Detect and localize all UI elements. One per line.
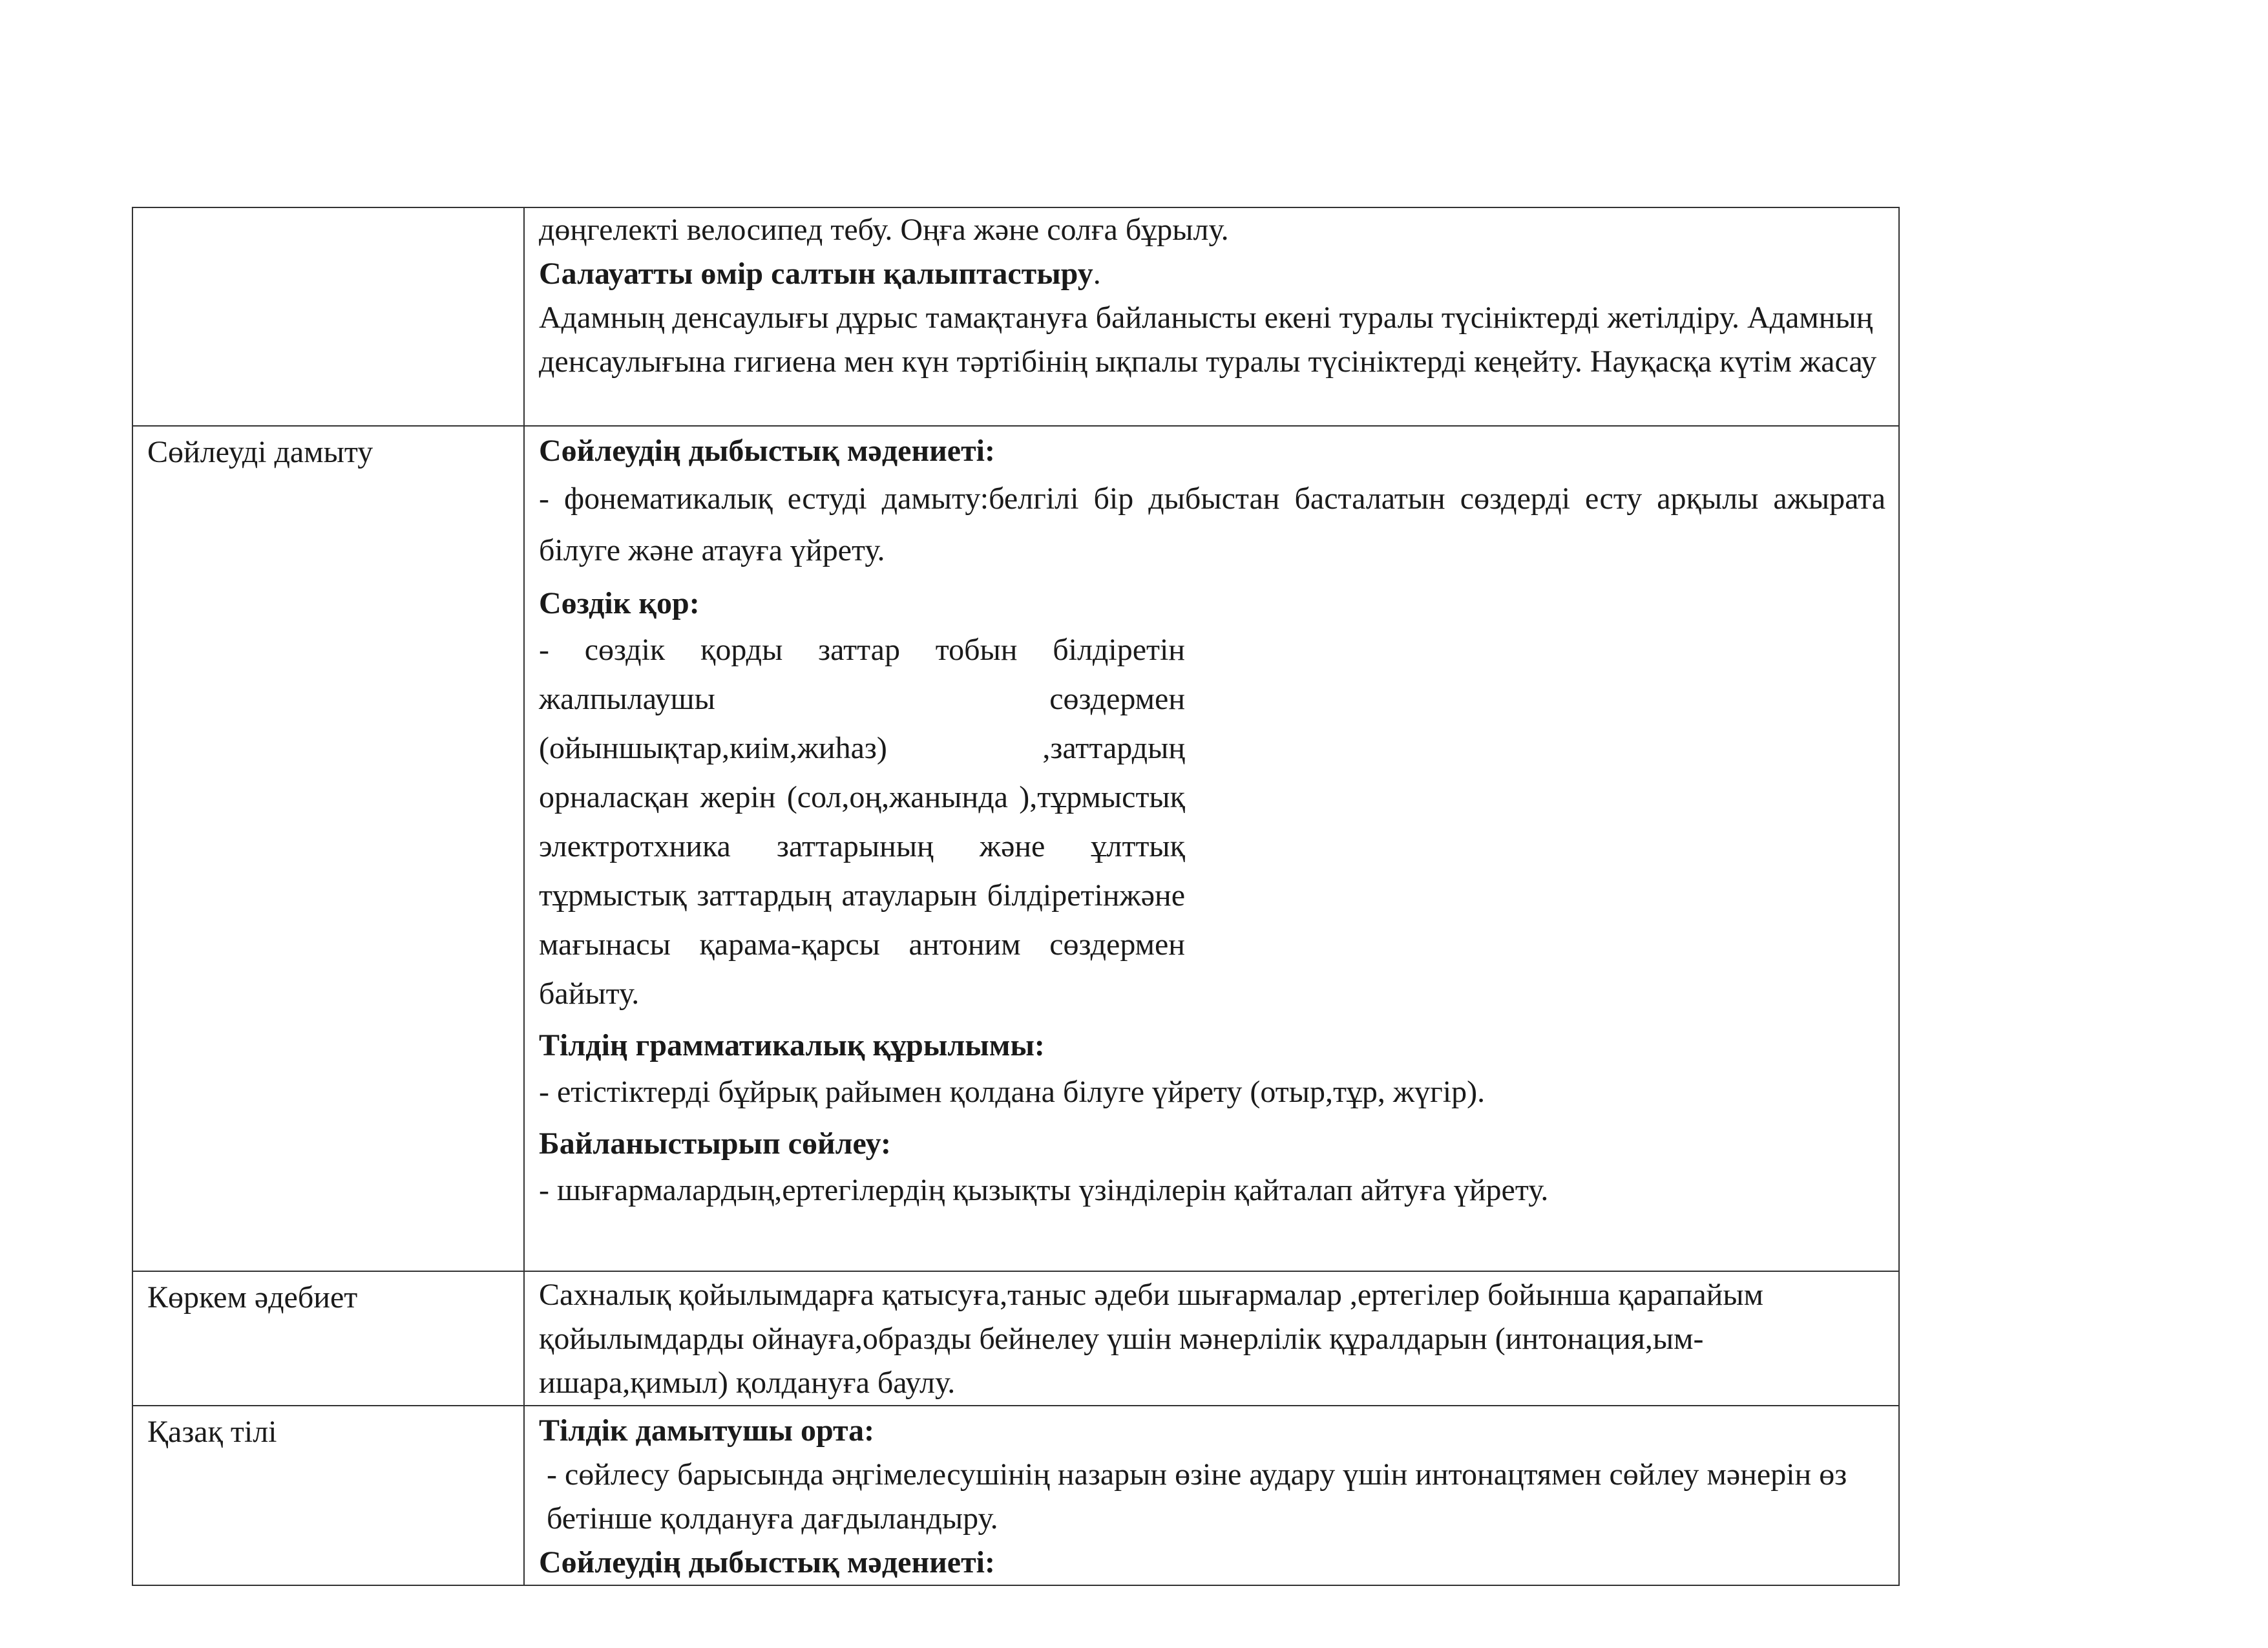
section-heading: Сөздік қор: <box>539 586 700 620</box>
content-paragraph: - сөздік қорды заттар тобын білдіретін жалпылаушы сөздермен (ойыншықтар,киім,жиһаз) ,заттардың орналасқан жерін (сол,оң,жанында ),тұрмыстық электротхника заттарының және ұлттық тұрмыстық заттардың атауларын білдіретінжәне мағынасы қарама-қарсы антоним сөздермен байыту. <box>539 633 1185 1011</box>
section-heading: Тілдік дамытушы орта: <box>539 1413 875 1448</box>
table-row <box>132 1406 1899 1585</box>
row-label-cell <box>132 426 524 1271</box>
table-row <box>132 426 1899 1271</box>
row-label-cell <box>132 1271 524 1406</box>
section-heading: Байланыстырып сөйлеу: <box>539 1126 891 1161</box>
content-paragraph: Адамның денсаулығы дұрыс тамақтануға байланысты екені туралы түсініктерді жетілдіру. Адамның денсаулығына гигиена мен күн тәртібінің ықпалы туралы түсініктерді кеңейту. Науқасқа күтім жасау <box>539 301 1877 379</box>
section-heading: Тілдің грамматикалық құрылымы: <box>539 1028 1045 1062</box>
section-heading: Сөйлеудің дыбыстық мәдениеті: <box>539 434 995 468</box>
section-heading: Салауатты өмір салтын қалыптастыру <box>539 257 1093 291</box>
row-label: Көркем әдебиет <box>147 1280 358 1315</box>
row-content-cell <box>524 426 1899 1271</box>
row-content-cell <box>524 1271 1899 1406</box>
content-paragraph: - сөйлесу барысында әңгімелесушінің назарын өзіне аудару үшін интонацтямен сөйлеу мәнерін өз бетінше қолдануға дағдыландыру. <box>547 1457 1847 1536</box>
table-row <box>132 207 1899 426</box>
row-label-cell <box>132 207 524 426</box>
section-heading: Сөйлеудің дыбыстық мәдениеті: <box>539 1545 995 1579</box>
row-label <box>147 208 510 212</box>
row-label-cell <box>132 1406 524 1585</box>
content-paragraph: - етістіктерді бұйрық райымен қолдана білуге үйрету (отыр,тұр, жүгір). <box>539 1075 1486 1109</box>
content-paragraph: Сахналық қойылымдарға қатысуға,таныс әдеби шығармалар ,ертегілер бойынша қарапайым қойылымдарды ойнауға,образды бейнелеу үшін мәнерлілік құралдарын (интонация,ым-ишара,қимыл) қолдануға баулу. <box>539 1278 1763 1400</box>
row-label: Қазақ тілі <box>147 1415 277 1449</box>
curriculum-table <box>132 207 1900 1586</box>
table-row <box>132 1271 1899 1406</box>
content-paragraph: - шығармалардың,ертегілердің қызықты үзінділерін қайталап айтуға үйрету. <box>539 1173 1549 1207</box>
heading-tail: . <box>1093 257 1101 291</box>
row-content-cell <box>524 1406 1899 1585</box>
row-label: Сөйлеуді дамыту <box>147 435 373 469</box>
content-line: дөңгелекті велосипед тебу. Оңға және солға бұрылу. <box>539 213 1229 247</box>
row-content-cell <box>524 207 1899 426</box>
content-paragraph: - фонематикалық естуді дамыту:белгілі бір дыбыстан басталатын сөздерді есту арқылы ажырата білуге және атауға үйрету. <box>539 481 1885 567</box>
